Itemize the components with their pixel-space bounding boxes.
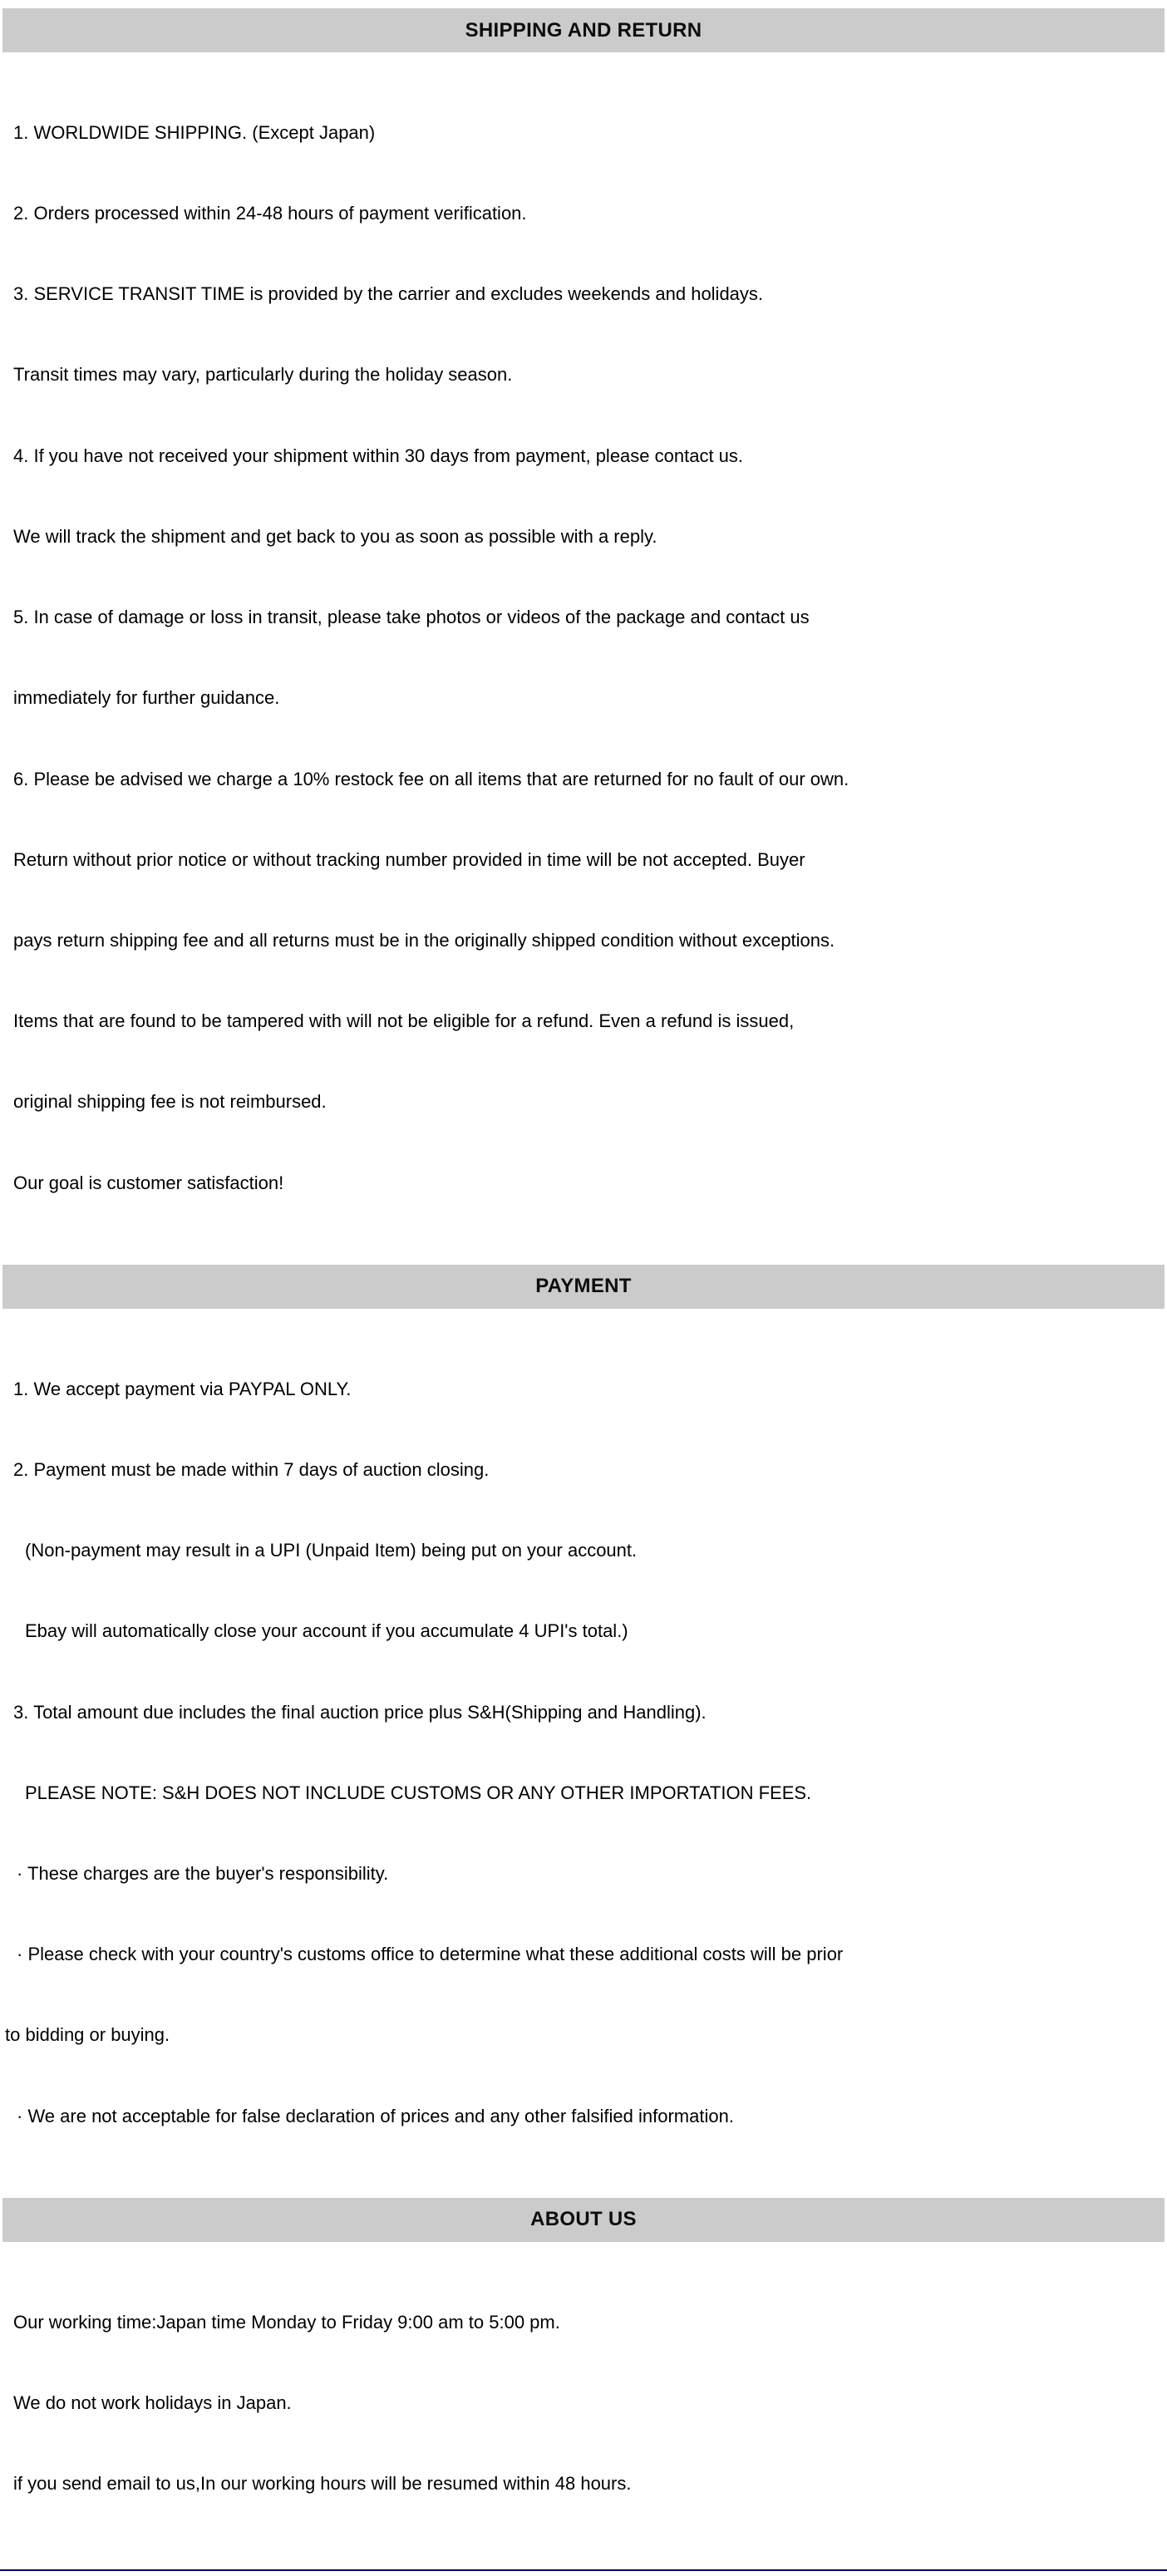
bottom-divider-line bbox=[0, 2569, 1167, 2571]
text-line: Return without prior notice or without tracking number provided in time will be not accepted. Buyer bbox=[13, 848, 805, 870]
text-line: Ebay will automatically close your account if you accumulate 4 UPI's total.) bbox=[25, 1620, 628, 1642]
bullet-line: · We are not acceptable for false declaration of prices and any other falsified information. bbox=[17, 2105, 734, 2126]
section-title: SHIPPING AND RETURN bbox=[465, 18, 702, 42]
text-line: Our goal is customer satisfaction! bbox=[13, 1172, 284, 1193]
text-line: original shipping fee is not reimbursed. bbox=[13, 1091, 327, 1113]
text-line: 2. Orders processed within 24-48 hours of payment verification. bbox=[13, 203, 527, 224]
text-line: 1. We accept payment via PAYPAL ONLY. bbox=[13, 1378, 352, 1399]
text-line: 6. Please be advised we charge a 10% restock fee on all items that are returned for no fault of our own. bbox=[13, 768, 849, 789]
section-title: ABOUT US bbox=[530, 2208, 637, 2231]
text-line: 3. SERVICE TRANSIT TIME is provided by the carrier and excludes weekends and holidays. bbox=[13, 283, 764, 305]
text-line: to bidding or buying. bbox=[5, 2024, 170, 2046]
text-line: 3. Total amount due includes the final auction price plus S&H(Shipping and Handling). bbox=[13, 1701, 707, 1723]
text-line: We do not work holidays in Japan. bbox=[13, 2392, 292, 2413]
text-line: Items that are found to be tampered with will not be eligible for a refund. Even a refund is issued, bbox=[13, 1010, 795, 1032]
text-line: Transit times may vary, particularly during the holiday season. bbox=[13, 364, 513, 386]
text-line: Our working time:Japan time Monday to Friday 9:00 am to 5:00 pm. bbox=[13, 2311, 560, 2333]
shipping-and-return-body bbox=[0, 52, 1167, 1265]
text-line: We will track the shipment and get back to you as soon as possible with a reply. bbox=[13, 525, 657, 547]
text-line: PLEASE NOTE: S&H DOES NOT INCLUDE CUSTOMS OR ANY OTHER IMPORTATION FEES. bbox=[25, 1782, 812, 1803]
bullet-line: · Please check with your country's customs office to determine what these additional costs will be prior bbox=[17, 1944, 844, 1965]
text-line: if you send email to us,In our working hours will be resumed within 48 hours. bbox=[13, 2473, 632, 2495]
text-line: 2. Payment must be made within 7 days of auction closing. bbox=[13, 1458, 490, 1480]
text-line: 5. In case of damage or loss in transit, please take photos or videos of the package and contact us bbox=[13, 607, 810, 628]
about-us-body bbox=[0, 2242, 1167, 2569]
section-title: PAYMENT bbox=[535, 1275, 632, 1298]
bullet-line: · These charges are the buyer's responsibility. bbox=[17, 1863, 389, 1884]
section-header-payment bbox=[2, 1265, 1165, 1309]
section-header-shipping-and-return bbox=[2, 8, 1165, 52]
text-line: 4. If you have not received your shipment within 30 days from payment, please contact us. bbox=[13, 445, 744, 466]
payment-body bbox=[0, 1309, 1167, 2198]
section-header-about-us bbox=[2, 2198, 1165, 2242]
text-line: 1. WORLDWIDE SHIPPING. (Except Japan) bbox=[13, 121, 376, 143]
text-line: pays return shipping fee and all returns must be in the originally shipped condition without exceptions. bbox=[13, 930, 835, 951]
text-line: (Non-payment may result in a UPI (Unpaid Item) being put on your account. bbox=[25, 1540, 638, 1561]
text-line: immediately for further guidance. bbox=[13, 687, 280, 709]
